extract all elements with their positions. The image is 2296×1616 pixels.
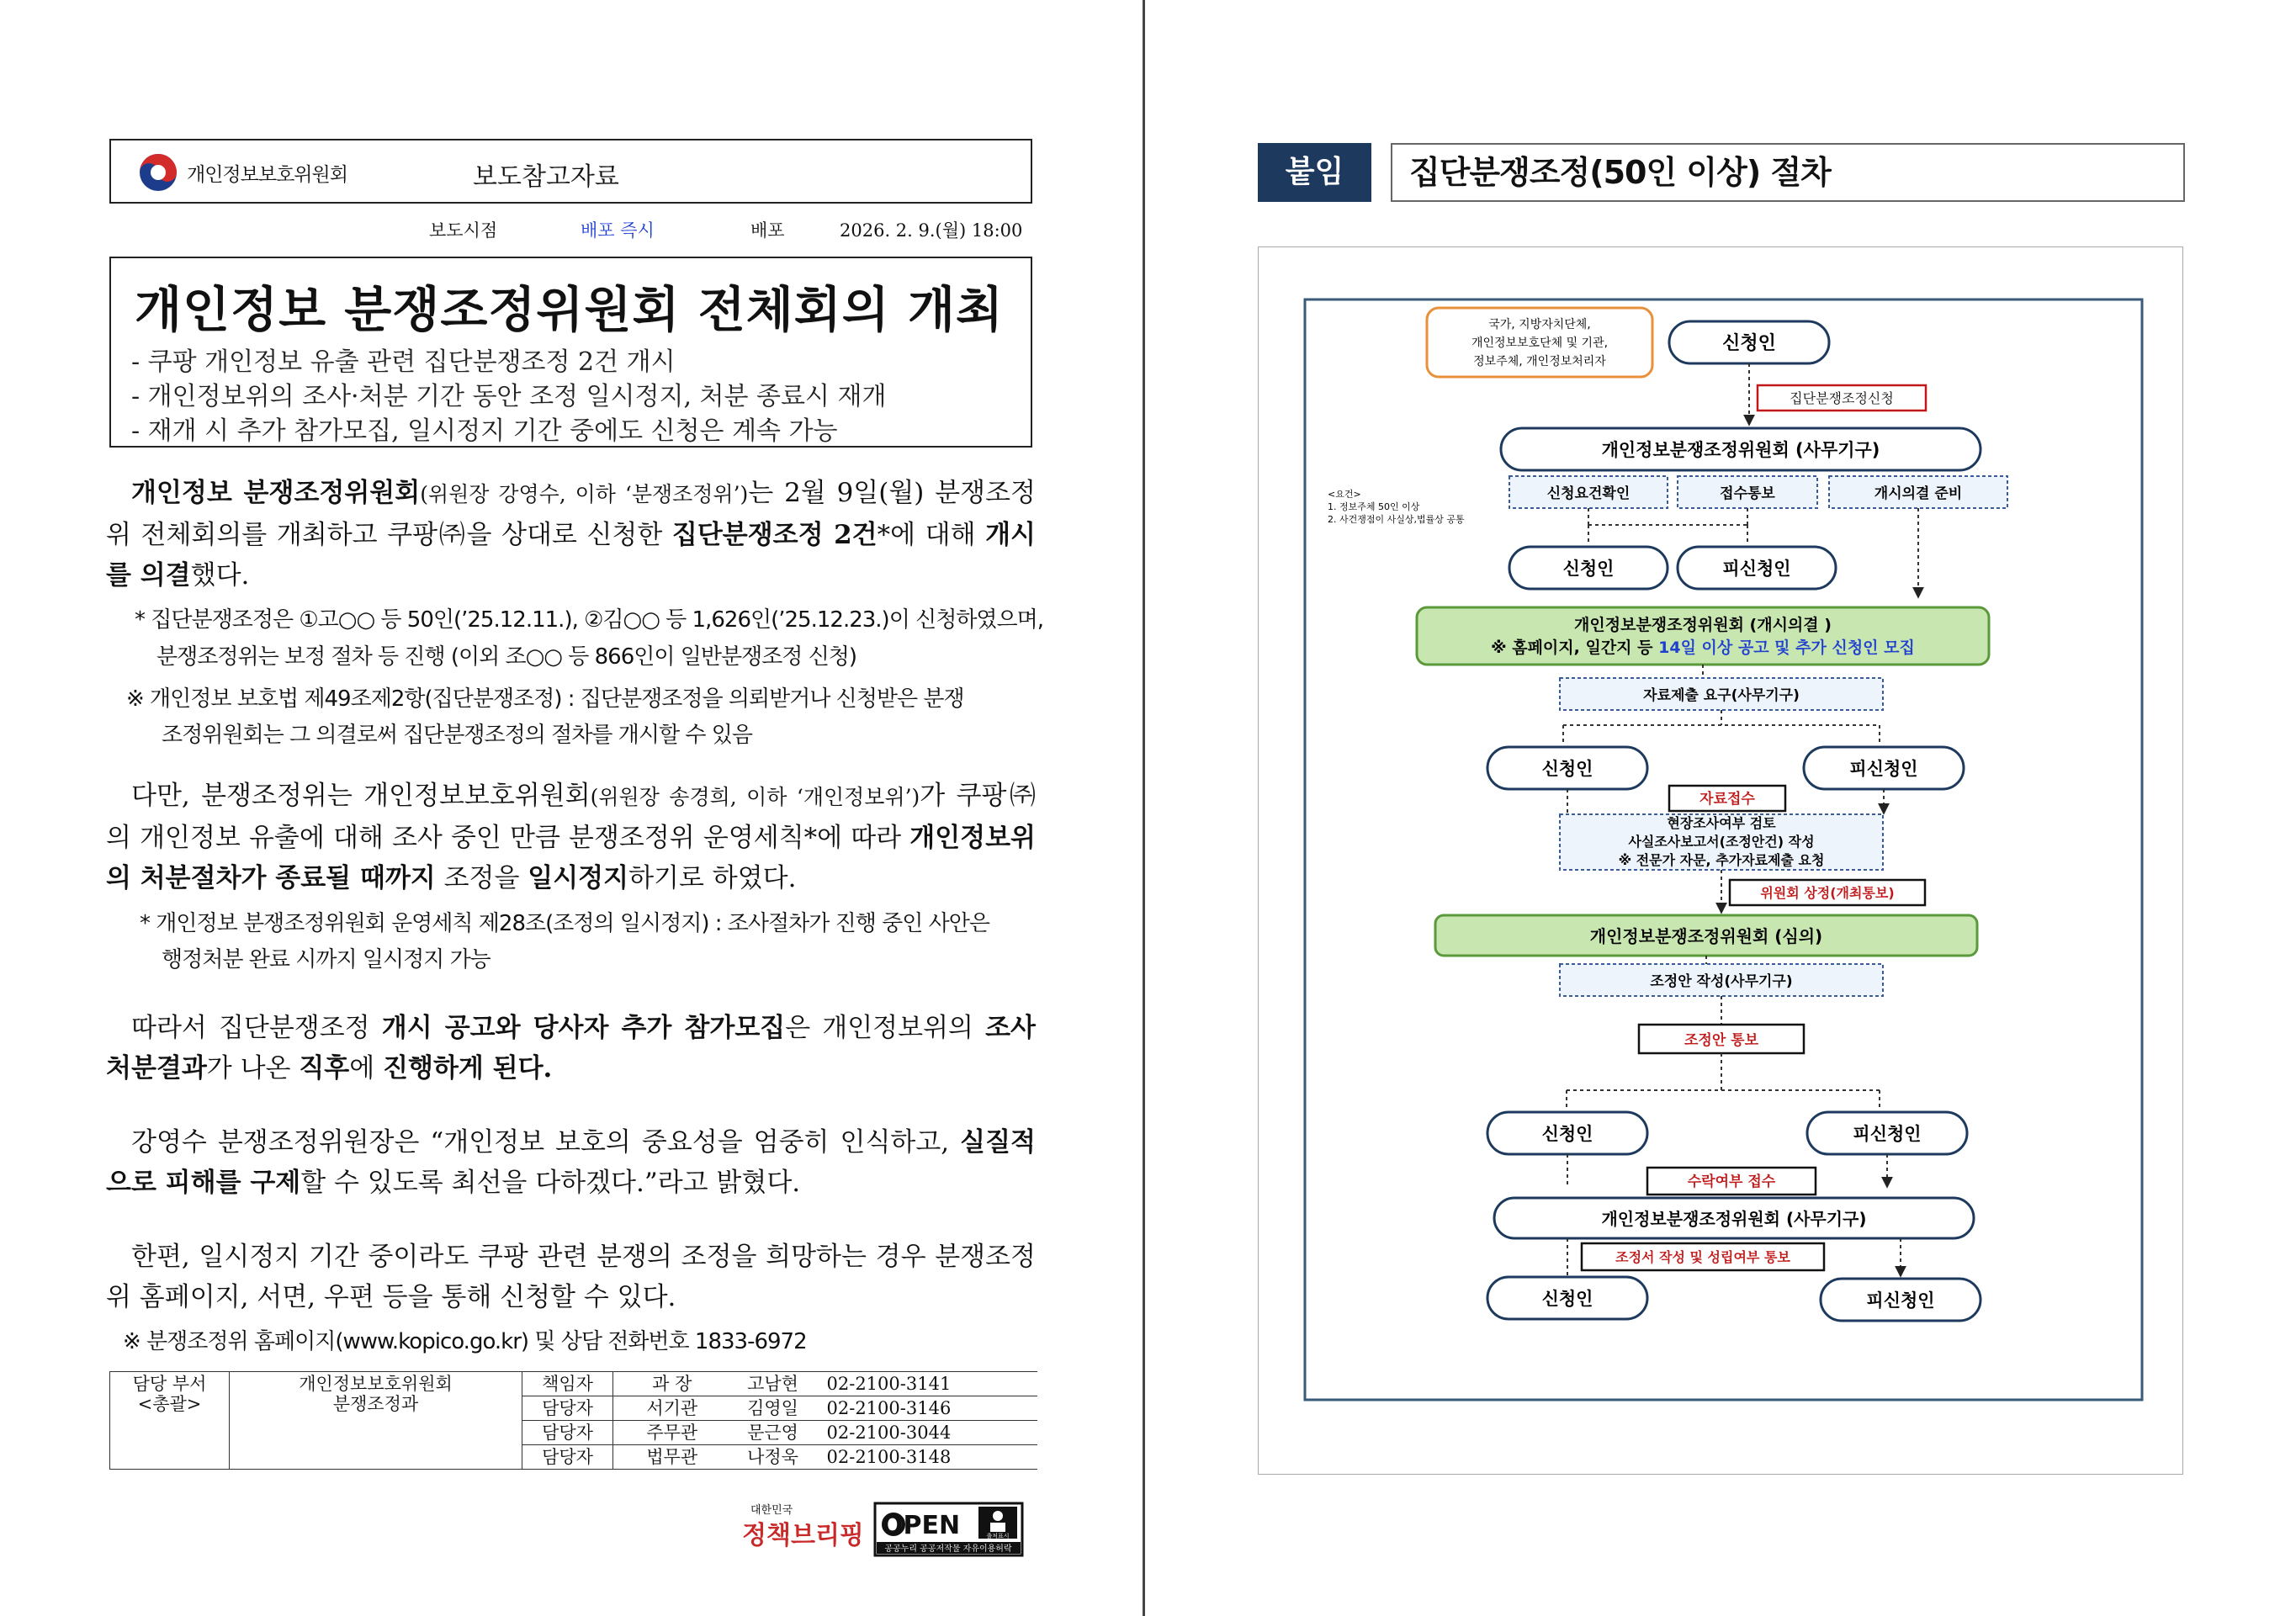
review-line: 현장조사여부 검토 xyxy=(1667,815,1776,831)
agency-logo-text: 개인정보보호위원회 xyxy=(187,164,347,186)
applicant-label: 신청인 xyxy=(1541,1289,1593,1309)
respondent-label: 피신청인 xyxy=(1853,1124,1922,1144)
applicant-label: 신청인 xyxy=(1562,559,1615,579)
text: 가 쿠팡㈜의 개인정보 유출에 대해 조사 중인 만큼 분쟁조정위 운영세칙*에 따라 xyxy=(106,781,1036,853)
text: 조정을 xyxy=(435,863,528,893)
contact-note: ※ 분쟁조정위 홈페이지(www.kopico.go.kr) 및 상담 전화번호 1833-6972 xyxy=(123,1329,807,1354)
release-label: 보도시점 xyxy=(429,220,498,241)
name-cell: 나정욱 xyxy=(731,1445,815,1470)
text-strong: 개인정보위의 처분절차가 종료될 때까지 xyxy=(106,823,1036,893)
phone-cell: 02-2100-3146 xyxy=(815,1396,1038,1421)
text: 따라서 집단분쟁조정 xyxy=(131,1013,382,1043)
req-item: 2. 사건쟁점이 사실상,법률상 공통 xyxy=(1328,514,1465,525)
dept-label: 담당 부서 xyxy=(132,1374,207,1394)
subtitle: - 개인정보위의 조사·처분 기간 동안 조정 일시정지, 처분 종료시 재개 xyxy=(131,382,887,411)
data-request-label: 자료제출 요구(사무기구) xyxy=(1643,687,1800,704)
role-cell: 담당자 xyxy=(522,1421,613,1445)
flow-connector xyxy=(1567,1053,1880,1109)
distribution-label: 배포 xyxy=(750,220,785,241)
press-type-label: 보도참고자료 xyxy=(473,162,619,192)
page-title: 개인정보 분쟁조정위원회 전체회의 개최 xyxy=(135,281,1005,338)
attachment-label: 붙임 xyxy=(1258,143,1371,202)
eligible-line: 개인정보보호단체 및 기관, xyxy=(1471,336,1609,350)
text-strong: 집단분쟁조정 2건 xyxy=(671,520,878,550)
text-strong: 실질적으로 피해를 구제 xyxy=(106,1127,1036,1198)
attachment-title: 집단분쟁조정(50인 이상) 절차 xyxy=(1391,143,2185,202)
applicant-label: 신청인 xyxy=(1541,759,1593,779)
attribution-label: 출처표시 xyxy=(986,1533,1010,1539)
text-strong: 진행하게 된다. xyxy=(383,1053,553,1084)
subtitle: - 쿠팡 개인정보 유출 관련 집단분쟁조정 2건 개시 xyxy=(131,347,676,377)
footnote-1-cont: 분쟁조정위는 보정 절차 등 진행 (이외 조○○ 등 866인이 일반분쟁조정 신청) xyxy=(156,644,857,670)
text: (위원장 강영수, 이하 ‘분쟁조정위’) xyxy=(420,482,749,506)
text: 가 나온 xyxy=(206,1053,300,1084)
dept-cell xyxy=(110,1372,230,1470)
review-line: ※ 전문가 자문, 추가자료제출 요청 xyxy=(1618,852,1825,868)
apply-group-label: 집단분쟁조정신청 xyxy=(1790,390,1894,406)
title-cell: 과 장 xyxy=(613,1372,731,1396)
name-cell: 문근영 xyxy=(731,1421,815,1445)
name-cell: 김영일 xyxy=(731,1396,815,1421)
check-req-label: 신청요건확인 xyxy=(1546,485,1631,502)
left-page xyxy=(0,0,1143,1616)
notify-draft-label: 조정안 통보 xyxy=(1684,1032,1759,1049)
contact-table xyxy=(109,1371,1037,1470)
paragraph-3 xyxy=(106,1008,1036,1089)
division-name: 분쟁조정과 xyxy=(332,1394,419,1414)
title-cell: 법무관 xyxy=(613,1445,731,1470)
release-time: 배포 즉시 xyxy=(581,220,655,241)
dept-sub: <총괄> xyxy=(137,1394,202,1414)
respondent-label: 피신청인 xyxy=(1849,759,1918,779)
flow-connector xyxy=(1563,710,1880,744)
subtitle: - 재개 시 추가 참가모집, 일시정지 기간 중에도 신청은 계속 가능 xyxy=(131,416,838,446)
text: 할 수 있도록 최선을 다하겠다.”라고 밝혔다. xyxy=(300,1168,801,1198)
applicant-label: 신청인 xyxy=(1541,1124,1593,1144)
name-cell: 고남현 xyxy=(731,1372,815,1396)
draft-label: 조정안 작성(사무기구) xyxy=(1650,973,1793,990)
text-strong: 개시를 의결 xyxy=(106,520,1037,591)
text: 는 2월 9일(월) 분쟁조정위 전체회의를 개최하고 쿠팡㈜을 상대로 신청한 xyxy=(106,478,1036,550)
applicant-label: 신청인 xyxy=(1722,333,1776,354)
distribution-date: 2026. 2. 9.(월) 18:00 xyxy=(840,220,1023,241)
text-strong: 직후 xyxy=(299,1053,350,1084)
data-receipt-label: 자료접수 xyxy=(1699,791,1755,808)
req-label: <요건> xyxy=(1328,489,1361,500)
accept-label: 수락여부 접수 xyxy=(1687,1174,1776,1190)
open-label: OPEN xyxy=(882,1511,961,1540)
flow-connector xyxy=(1588,508,1747,543)
agenda-label: 위원회 상정(개최통보) xyxy=(1760,885,1895,901)
text: 했다. xyxy=(190,560,250,591)
korea-label: 대한민국 xyxy=(750,1504,793,1517)
final-notice-label: 조정서 작성 및 성립여부 통보 xyxy=(1615,1249,1790,1265)
flowchart-frame xyxy=(1258,246,2183,1475)
deliberation-label: 개인정보분쟁조정위원회 (심의) xyxy=(1589,926,1823,946)
paragraph-4 xyxy=(106,1122,1036,1203)
text-strong: 개인정보 분쟁조정위원회 xyxy=(131,478,421,508)
open-resolution-title: 개인정보분쟁조정위원회 (개시의결 ) xyxy=(1574,616,1832,634)
person-body-icon xyxy=(990,1523,1005,1532)
respondent-label: 피신청인 xyxy=(1722,559,1791,579)
eligible-line: 정보주체, 개인정보처리자 xyxy=(1473,355,1606,368)
text-strong: 일시정지 xyxy=(528,863,629,893)
eligible-line: 국가, 지방자치단체, xyxy=(1488,318,1591,331)
paragraph-1 xyxy=(106,473,1036,596)
text: *에 대해 xyxy=(877,520,986,550)
right-page xyxy=(1145,0,2296,1616)
open-resolution-sub xyxy=(1491,638,1915,657)
text: 강영수 분쟁조정위원장은 “개인정보 보호의 중요성을 엄중히 인식하고, xyxy=(131,1127,961,1158)
text: 은 개인정보위의 xyxy=(785,1013,986,1043)
release-info xyxy=(109,217,1032,246)
review-line: 사실조사보고서(조정안건) 작성 xyxy=(1628,834,1815,850)
role-cell: 담당자 xyxy=(522,1396,613,1421)
table-row xyxy=(110,1372,1038,1396)
committee-office-label: 개인정보분쟁조정위원회 (사무기구) xyxy=(1601,440,1880,460)
title-cell: 서기관 xyxy=(613,1396,731,1421)
title-box xyxy=(109,257,1032,448)
respondent-label: 피신청인 xyxy=(1866,1290,1935,1311)
footnote-3-cont: 행정처분 완료 시까지 일시정지 가능 xyxy=(162,947,490,972)
text-strong: 조사 처분결과 xyxy=(106,1013,1036,1084)
footnote-2: ※ 개인정보 보호법 제49조제2항(집단분쟁조정) : 집단분쟁조정을 의뢰받거나 신청받은 분쟁 xyxy=(126,686,964,712)
role-cell: 담당자 xyxy=(522,1445,613,1470)
text-strong: 개시 공고와 당사자 추가 참가모집 xyxy=(381,1013,786,1043)
paragraph-5: 한편, 일시정지 기간 중이라도 쿠팡 관련 분쟁의 조정을 희망하는 경우 분쟁조정위 홈페이지, 서면, 우편 등을 통해 신청할 수 있다. xyxy=(106,1242,1036,1312)
phone-cell: 02-2100-3148 xyxy=(815,1445,1038,1470)
org-cell xyxy=(230,1372,522,1470)
text: (위원장 송경희, 이하 ‘개인정보위’) xyxy=(590,785,920,809)
footnote-1: * 집단분쟁조정은 ①고○○ 등 50인(’25.12.11.), ②김○○ 등 1,626인(’25.12.23.)이 신청하였으며, xyxy=(135,607,1044,633)
footnote-3: * 개인정보 분쟁조정위원회 운영세칙 제28조(조정의 일시정지) : 조사절차가 진행 중인 사안은 xyxy=(140,911,989,936)
committee-office-label: 개인정보분쟁조정위원회 (사무기구) xyxy=(1601,1209,1867,1229)
policy-briefing-logo: 정책브리핑 xyxy=(742,1521,864,1550)
phone-cell: 02-2100-3044 xyxy=(815,1421,1038,1445)
text: 에 xyxy=(349,1053,384,1084)
paragraph-2 xyxy=(106,776,1036,898)
license-label: 공공누리 공공저작물 자유이용허락 xyxy=(884,1544,1012,1554)
title-cell: 주무관 xyxy=(613,1421,731,1445)
phone-cell: 02-2100-3141 xyxy=(815,1372,1038,1396)
footer-logos xyxy=(740,1502,1026,1560)
open-sub-text: ※ 홈페이지, 일간지 등 xyxy=(1491,638,1659,657)
government-emblem-icon xyxy=(138,152,178,193)
text: 다만, 분쟁조정위는 개인정보보호위원회 xyxy=(131,781,591,811)
notify-receipt-label: 접수통보 xyxy=(1720,485,1775,502)
person-icon xyxy=(993,1511,1003,1521)
req-item: 1. 정보주체 50인 이상 xyxy=(1328,501,1420,512)
role-cell: 책임자 xyxy=(522,1372,613,1396)
open-sub-highlight: 14일 이상 공고 및 추가 신청인 모집 xyxy=(1658,638,1915,657)
flowchart xyxy=(1259,247,2184,1476)
prep-open-label: 개시의결 준비 xyxy=(1874,485,1963,502)
footnote-2-cont: 조정위원회는 그 의결로써 집단분쟁조정의 절차를 개시할 수 있음 xyxy=(162,723,752,748)
org-name: 개인정보보호위원회 xyxy=(299,1374,453,1394)
press-header xyxy=(109,139,1032,204)
text: 하기로 하였다. xyxy=(628,863,797,893)
